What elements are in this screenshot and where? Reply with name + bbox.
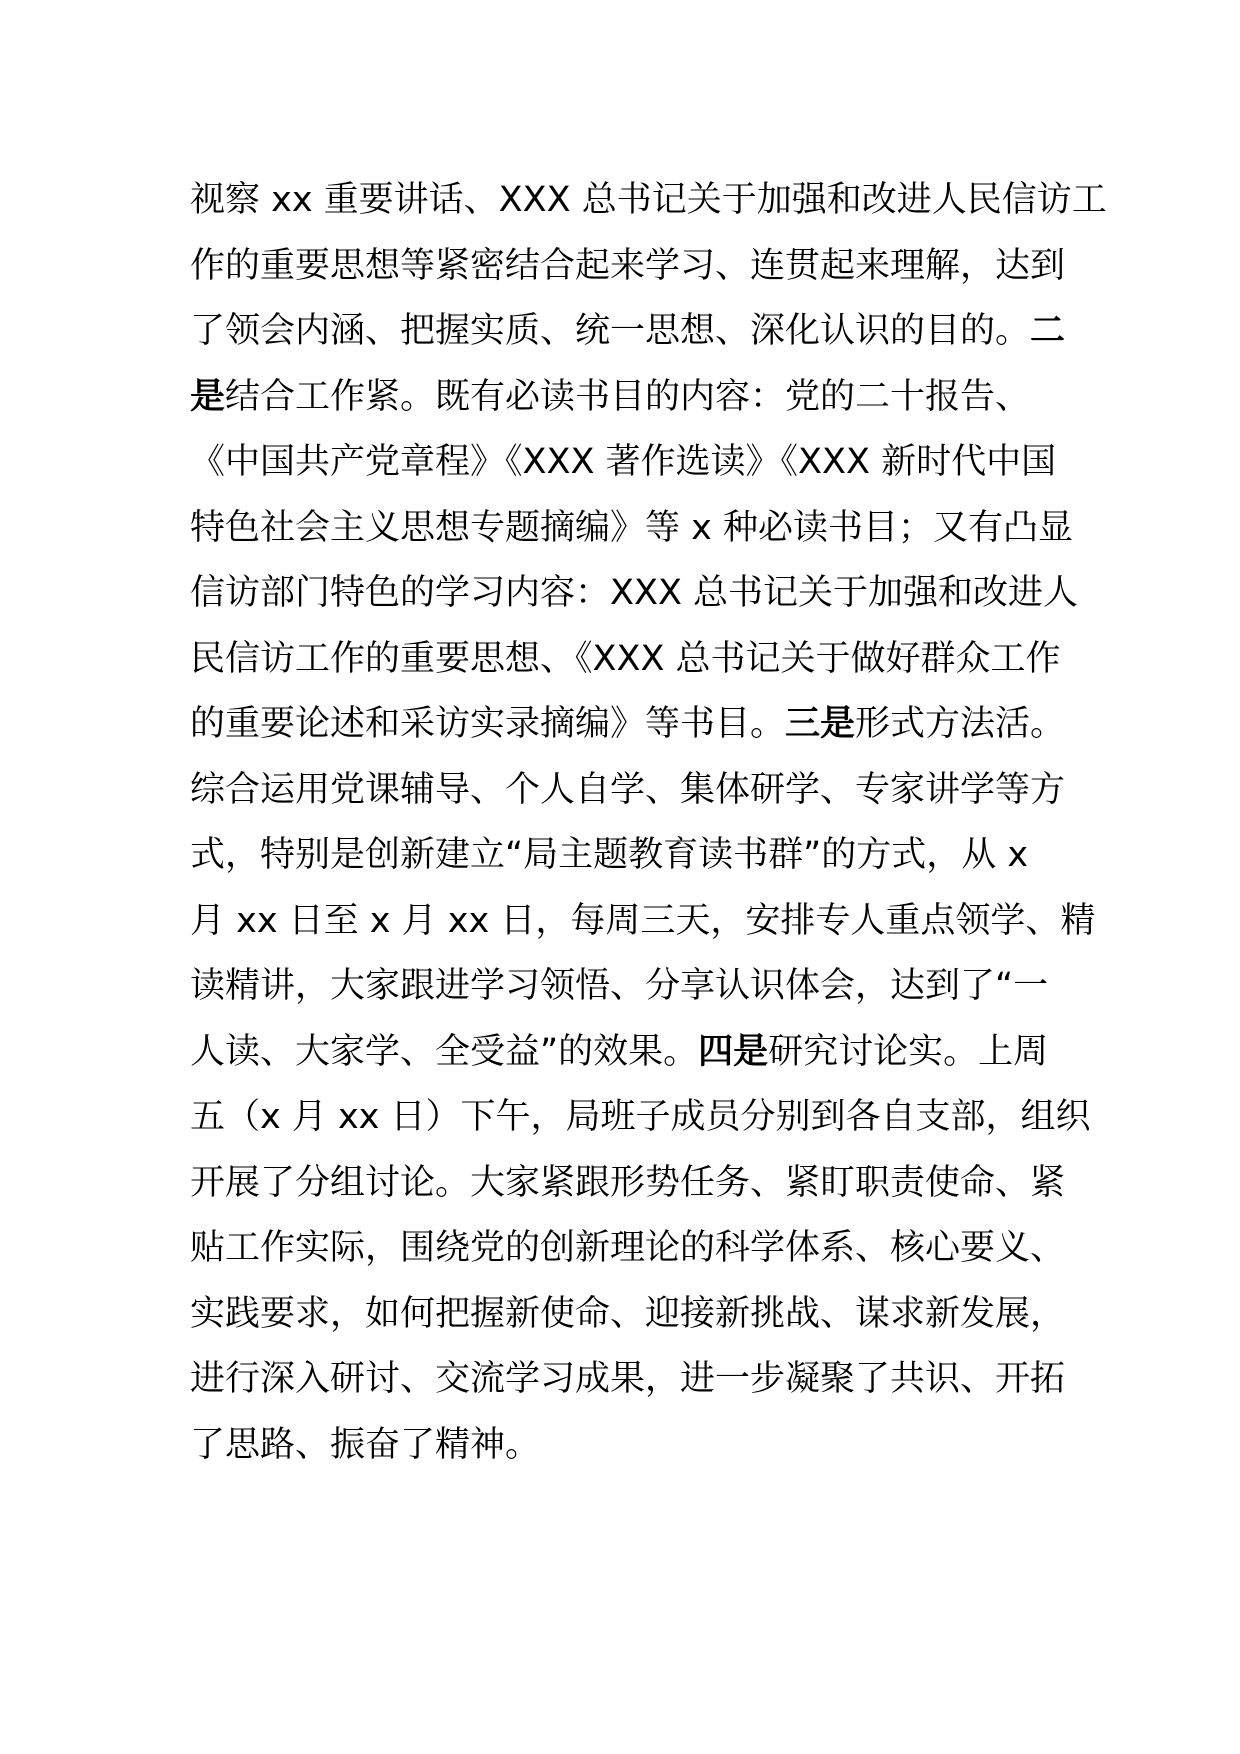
text-segment: 月 xx 日至 x 月 xx 日，每周三天，安排专人重点领学、精	[190, 900, 1096, 941]
text-line	[190, 1020, 1070, 1086]
text-line	[190, 758, 1070, 824]
text-line	[190, 1347, 1070, 1413]
text-segment: 民信访工作的重要思想、《XXX 总书记关于做好群众工作	[190, 638, 1061, 679]
text-line	[190, 823, 1070, 889]
text-segment: 式，特别是创新建立“局主题教育读书群”的方式，从 x	[190, 835, 1029, 875]
text-line	[190, 1413, 1070, 1479]
text-segment: 的重要论述和采访实录摘编》等书目。	[190, 704, 786, 744]
text-segment: 作的重要思想等紧密结合起来学习、连贯起来理解，达到	[190, 245, 1066, 286]
text-segment: 研究讨论实。上周	[768, 1031, 1049, 1072]
text-segment: 贴工作实际，围绕党的创新理论的科学体系、核心要义、	[190, 1228, 1066, 1268]
text-line	[190, 1216, 1070, 1282]
text-segment: 实践要求，如何把握新使命、迎接新挑战、谋求新发展，	[190, 1293, 1066, 1334]
bold-heading-segment: 二	[1030, 311, 1066, 351]
text-line	[190, 954, 1070, 1020]
text-line	[190, 692, 1070, 758]
text-segment: 视察 xx 重要讲话、XXX 总书记关于加强和改进人民信访工	[190, 180, 1107, 220]
body-paragraph	[190, 168, 1107, 1478]
text-line	[190, 627, 1070, 693]
text-segment: 五（x 月 xx 日）下午，局班子成员分别到各自支部，组织	[190, 1097, 1091, 1137]
text-line	[190, 889, 1096, 955]
text-segment: 《中国共产党章程》《XXX 著作选读》《XXX 新时代中国	[190, 442, 1057, 482]
bold-heading-segment: 三是	[785, 704, 856, 744]
text-line	[190, 1282, 1070, 1348]
text-segment: 综合运用党课辅导、个人自学、集体研学、专家讲学等方	[190, 769, 1066, 810]
text-segment: 了领会内涵、把握实质、统一思想、深化认识的目的。	[190, 311, 1031, 351]
text-segment: 读精讲，大家跟进学习领悟、分享认识体会，达到了“一	[190, 966, 1049, 1006]
text-segment: 信访部门特色的学习内容：XXX 总书记关于加强和改进人	[190, 573, 1079, 613]
text-segment: 特色社会主义思想专题摘编》等 x 种必读书目；又有凸显	[190, 507, 1073, 548]
text-segment: 了思路、振奋了精神。	[190, 1424, 541, 1465]
bold-heading-segment: 四是	[698, 1031, 769, 1072]
text-line	[190, 561, 1079, 627]
text-line	[190, 234, 1070, 300]
text-line	[190, 496, 1073, 562]
text-line	[190, 168, 1107, 234]
text-line	[190, 365, 1070, 431]
bold-heading-segment: 是	[190, 376, 226, 417]
text-segment: 开展了分组讨论。大家紧跟形势任务、紧盯职责使命、紧	[190, 1162, 1066, 1203]
text-segment: 进行深入研讨、交流学习成果，进一步凝聚了共识、开拓	[190, 1359, 1066, 1399]
text-line	[190, 1151, 1070, 1217]
text-line	[190, 1085, 1091, 1151]
text-line	[190, 299, 1070, 365]
text-segment: 结合工作紧。既有必读书目的内容：党的二十报告、	[225, 376, 1031, 417]
text-segment: 人读、大家学、全受益”的效果。	[190, 1031, 699, 1072]
text-segment: 形式方法活。	[855, 704, 1066, 744]
text-line	[190, 430, 1070, 496]
